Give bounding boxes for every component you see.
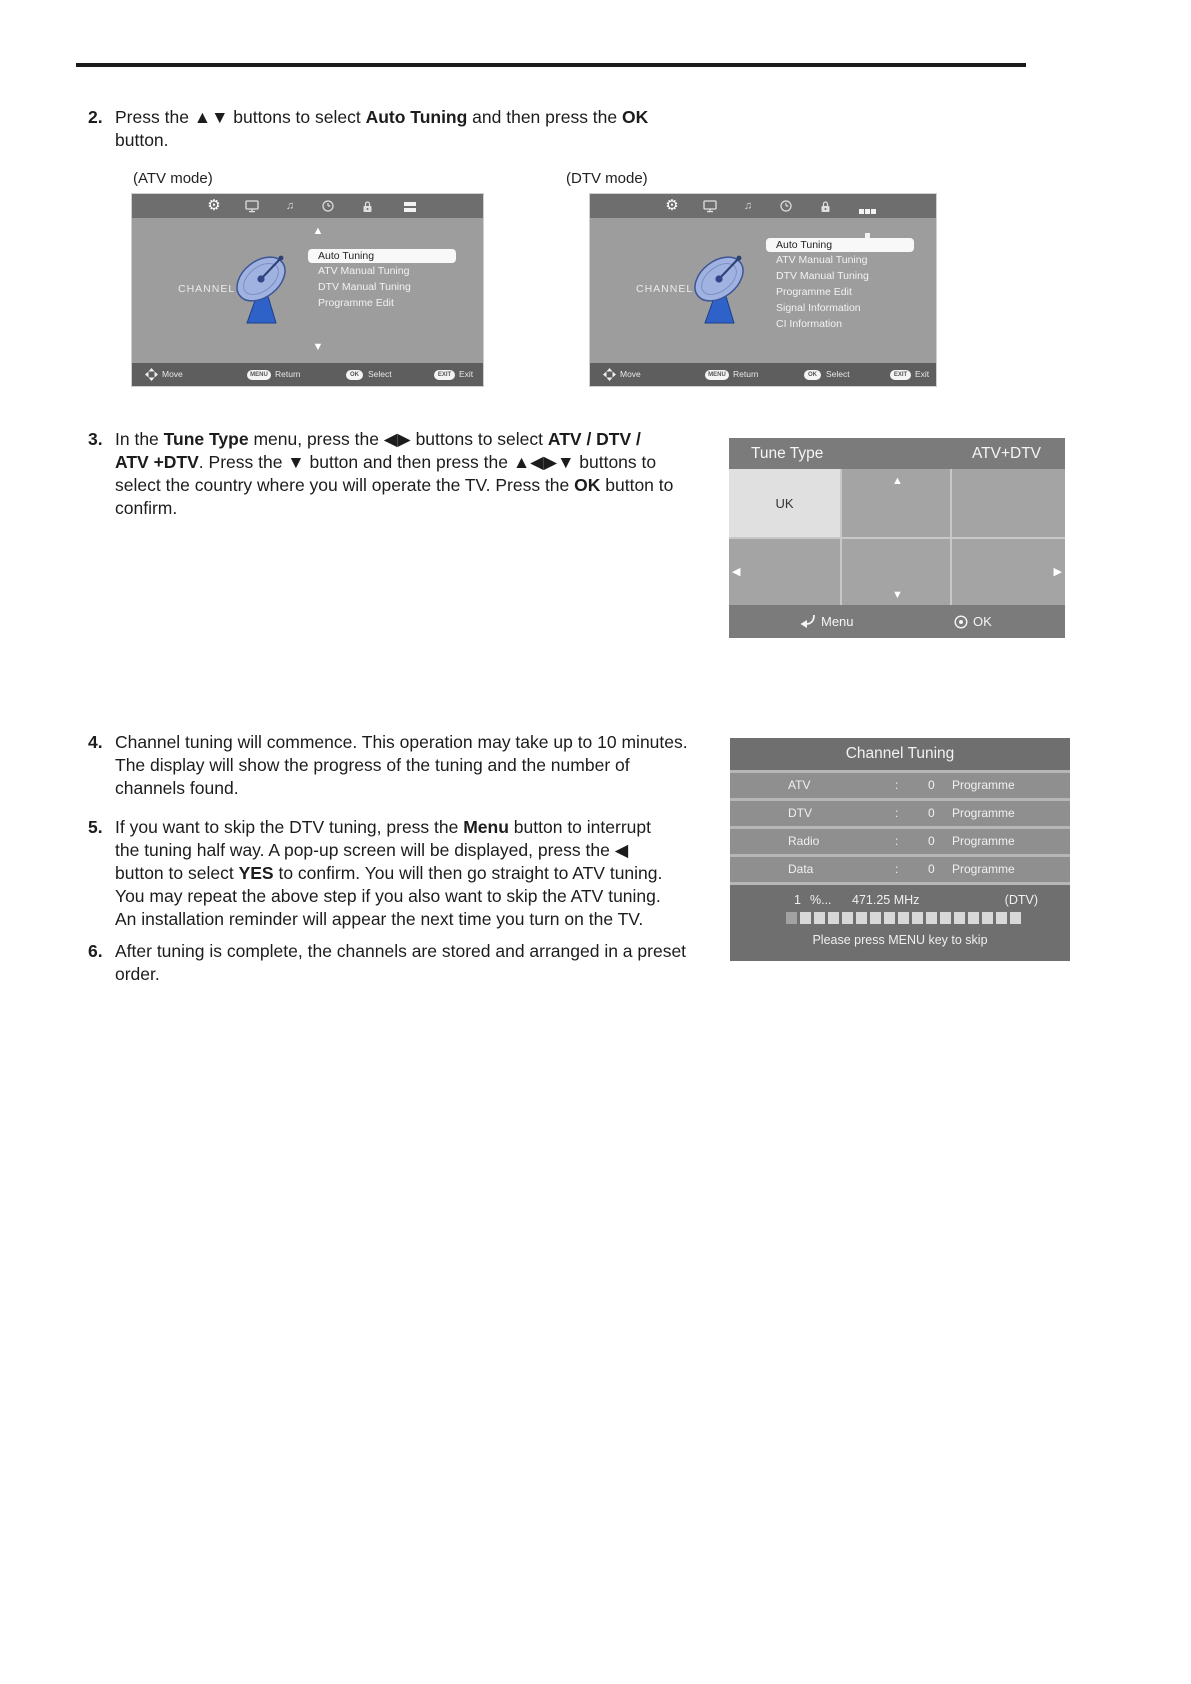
row-separator: : (895, 806, 899, 820)
menu-item: Programme Edit (318, 297, 394, 309)
menu-key-badge: MENU (247, 370, 271, 380)
dialog-title: Tune Type (751, 445, 824, 462)
list-icon (399, 194, 421, 218)
progress-percent-suffix: %... (810, 893, 832, 907)
row-unit: Programme (952, 778, 1015, 792)
down-arrow-icon: ▼ (312, 341, 324, 353)
return-hint-label: Return (275, 369, 301, 379)
row-label: DTV (788, 806, 812, 820)
progress-percent: 1 (794, 893, 801, 907)
step-text: If you want to skip the DTV tuning, press the Menu button to interrupt the tuning half way. A pop-up screen will be displayed, press the ◀ button to select YES to confirm. You will then go straight to ATV tuning. You may repeat the above step if you also want to skip the ATV tuning. An installation reminder will appear the next time you turn on the TV. (115, 817, 663, 929)
grid-cell (842, 539, 950, 605)
channel-tuning-dialog (730, 738, 1070, 961)
row-count: 0 (928, 834, 935, 848)
atv-channel-menu (308, 249, 456, 311)
step-text: Press the ▲▼ buttons to select Auto Tuning and then press the OK button. (115, 107, 649, 150)
step-text: Channel tuning will commence. This operation may take up to 10 minutes. The display will show the progress of the tuning and the number of channels found. (115, 732, 688, 798)
grid-cell (842, 469, 950, 537)
settings-gear-icon: ⚙ (207, 197, 221, 214)
step-number: 2. (88, 107, 103, 127)
menu-item: DTV Manual Tuning (318, 281, 411, 293)
down-arrow-icon: ▼ (892, 589, 903, 601)
row-separator: : (895, 834, 899, 848)
dialog-title: Channel Tuning (730, 738, 1070, 770)
exit-hint-label: Exit (915, 369, 930, 379)
satellite-dish-illustration (231, 249, 294, 332)
tune-type-dialog (729, 438, 1065, 638)
channel-section-label: CHANNEL (636, 283, 694, 295)
row-label: Data (788, 862, 814, 876)
row-separator: : (895, 778, 899, 792)
step-number: 5. (88, 817, 103, 837)
step-6 (88, 940, 728, 986)
satellite-dish-illustration (689, 249, 752, 332)
display-icon (241, 194, 263, 218)
return-arrow-icon (799, 614, 816, 630)
menu-item-selected: Auto Tuning (308, 249, 456, 263)
tuning-result-row (730, 801, 1070, 826)
menu-item: DTV Manual Tuning (776, 270, 869, 282)
dtv-key-hint-bar (590, 363, 936, 386)
grid-cell (729, 539, 840, 605)
row-unit: Programme (952, 862, 1015, 876)
menu-key-badge: MENU (705, 370, 729, 380)
row-label: Radio (788, 834, 820, 848)
up-arrow-icon: ▲ (312, 225, 324, 237)
row-unit: Programme (952, 834, 1015, 848)
tuning-result-row (730, 773, 1070, 798)
atv-menu-tab-bar (132, 194, 483, 218)
dtv-screenshot (589, 193, 937, 387)
step-text: After tuning is complete, the channels are stored and arranged in a preset order. (115, 941, 687, 984)
grid-icon (857, 194, 879, 218)
return-hint-label: Return (733, 369, 759, 379)
country-label: UK (775, 495, 794, 511)
row-separator: : (895, 862, 899, 876)
grid-cell (952, 539, 1065, 605)
ok-circle-icon (954, 615, 968, 630)
menu-item: CI Information (776, 318, 842, 330)
exit-key-badge: EXIT (434, 370, 455, 380)
step-number: 3. (88, 429, 103, 449)
tuning-result-row (730, 857, 1070, 882)
dtv-menu-tab-bar (590, 194, 936, 218)
atv-screenshot (131, 193, 484, 387)
music-note-icon: ♫ (285, 200, 295, 212)
grid-cell (952, 469, 1065, 537)
skip-hint: Please press MENU key to skip (812, 933, 988, 947)
select-hint-label: Select (368, 369, 392, 379)
menu-hint-label: Menu (821, 614, 854, 629)
music-note-icon: ♫ (743, 200, 753, 212)
lock-icon (814, 194, 836, 218)
dpad-move-icon (603, 368, 616, 386)
row-label: ATV (788, 778, 811, 792)
tune-type-footer (729, 605, 1065, 638)
step-number: 6. (88, 941, 103, 961)
lock-icon (356, 194, 378, 218)
clock-icon (317, 194, 339, 218)
left-arrow-icon: ◀ (732, 566, 741, 578)
tuning-progress-section (730, 885, 1070, 961)
step-4 (88, 731, 728, 800)
ok-hint-label: OK (973, 614, 992, 629)
row-count: 0 (928, 806, 935, 820)
clock-icon (775, 194, 797, 218)
row-count: 0 (928, 862, 935, 876)
settings-gear-icon: ⚙ (665, 197, 679, 214)
select-hint-label: Select (826, 369, 850, 379)
display-icon (699, 194, 721, 218)
top-rule (76, 63, 1026, 67)
tune-type-header (729, 438, 1065, 469)
step-number: 4. (88, 732, 103, 752)
progress-mode: (DTV) (1004, 893, 1038, 907)
ok-key-badge: OK (804, 370, 821, 380)
channel-section-label: CHANNEL (178, 283, 236, 295)
menu-item-selected: Auto Tuning (766, 238, 914, 252)
tuning-progress-bar (786, 912, 1021, 924)
step-5 (88, 816, 728, 931)
tuning-result-row (730, 829, 1070, 854)
tune-type-value: ATV+DTV (971, 445, 1041, 462)
ok-key-badge: OK (346, 370, 363, 380)
move-hint-label: Move (162, 369, 183, 379)
menu-item: ATV Manual Tuning (776, 254, 868, 266)
menu-item: Programme Edit (776, 286, 852, 298)
exit-key-badge: EXIT (890, 370, 911, 380)
country-cell-selected (729, 469, 840, 537)
up-arrow-icon: ▲ (892, 475, 903, 487)
atv-mode-label: (ATV mode) (133, 170, 213, 187)
menu-item: ATV Manual Tuning (318, 265, 410, 277)
exit-hint-label: Exit (459, 369, 474, 379)
right-arrow-icon: ▶ (1053, 566, 1062, 578)
dpad-move-icon (145, 368, 158, 386)
dtv-mode-label: (DTV mode) (566, 170, 648, 187)
menu-item: Signal Information (776, 302, 861, 314)
step-2 (88, 106, 728, 152)
move-hint-label: Move (620, 369, 641, 379)
step-3 (88, 428, 728, 520)
row-count: 0 (928, 778, 935, 792)
atv-key-hint-bar (132, 363, 483, 386)
dtv-channel-menu (766, 238, 914, 332)
progress-frequency: 471.25 MHz (852, 893, 920, 907)
row-unit: Programme (952, 806, 1015, 820)
step-text: In the Tune Type menu, press the ◀▶ buttons to select ATV / DTV / ATV +DTV. Press the ▼ button and then press the ▲◀▶▼ buttons to select the country where you will operate the TV. Press the OK button to confirm. (115, 429, 674, 518)
